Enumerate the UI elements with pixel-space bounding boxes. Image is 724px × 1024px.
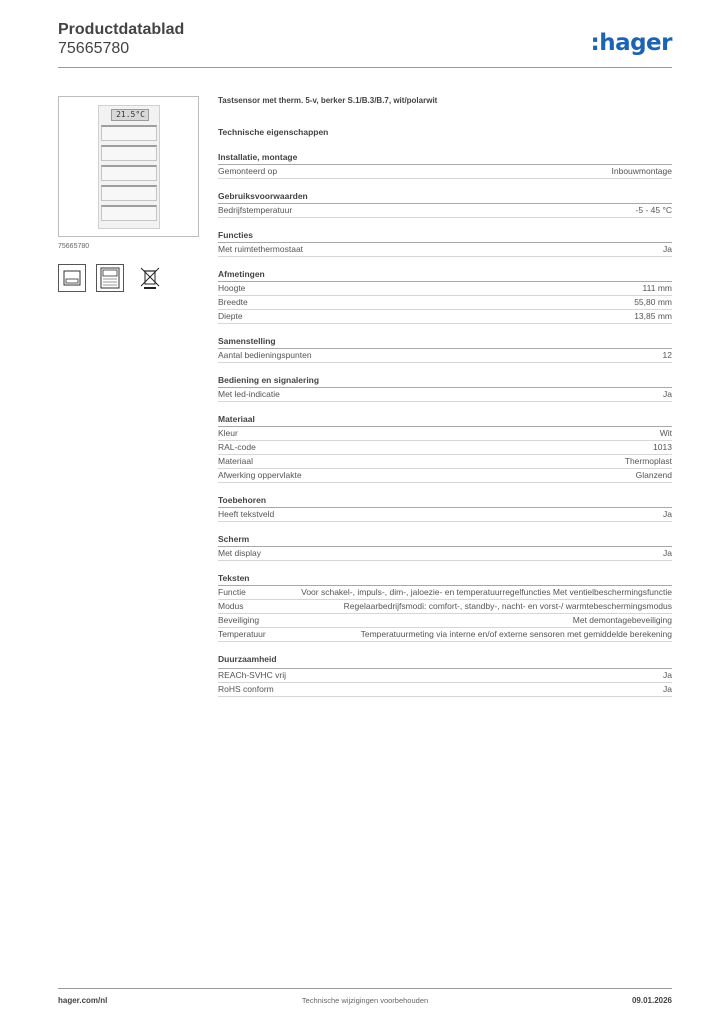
section-title: Scherm	[218, 534, 672, 547]
footer-divider	[58, 988, 672, 989]
spec-section	[218, 414, 672, 483]
display-product-icon	[58, 264, 86, 292]
spec-row	[218, 547, 672, 561]
section-title: Duurzaamheid	[218, 654, 672, 669]
footer-date: 09.01.2026	[631, 996, 672, 1005]
spec-section	[218, 191, 672, 218]
section-title: Bediening en signalering	[218, 375, 672, 388]
spec-sections	[218, 152, 672, 697]
device-rocker	[101, 185, 157, 201]
specifications-panel	[218, 95, 672, 709]
spec-label: Modus	[218, 601, 244, 611]
spec-value: Glanzend	[635, 470, 672, 480]
spec-label: Aantal bedieningspunten	[218, 350, 312, 360]
device-rocker	[101, 145, 157, 161]
spec-row	[218, 508, 672, 522]
spec-label: Met display	[218, 548, 261, 558]
device-lcd: 21.5°C	[111, 109, 149, 121]
spec-row	[218, 427, 672, 441]
spec-section	[218, 573, 672, 642]
spec-label: Met led-indicatie	[218, 389, 280, 399]
thermostat-product-icon	[96, 264, 124, 292]
device-illustration	[98, 105, 160, 229]
spec-value: Temperatuurmeting via interne en/of externe sensoren met gemiddelde berekening	[360, 629, 672, 639]
spec-value: Thermoplast	[624, 456, 672, 466]
spec-value: Ja	[663, 244, 672, 254]
spec-value: Ja	[663, 389, 672, 399]
spec-section	[218, 269, 672, 324]
spec-row	[218, 296, 672, 310]
spec-row	[218, 469, 672, 483]
spec-row	[218, 243, 672, 257]
spec-label: RAL-code	[218, 442, 256, 452]
spec-row	[218, 683, 672, 697]
section-title: Afmetingen	[218, 269, 672, 282]
spec-row	[218, 628, 672, 642]
spec-row	[218, 204, 672, 218]
spec-section	[218, 375, 672, 402]
spec-label: REACh-SVHC vrij	[218, 670, 287, 680]
spec-value: 13,85 mm	[634, 311, 672, 321]
section-title: Installatie, montage	[218, 152, 672, 165]
spec-row	[218, 455, 672, 469]
spec-row	[218, 310, 672, 324]
spec-label: Functie	[218, 587, 246, 597]
device-rocker	[101, 165, 157, 181]
weee-crossed-bin-icon	[136, 264, 164, 292]
spec-row	[218, 388, 672, 402]
spec-row	[218, 349, 672, 363]
spec-label: Temperatuur	[218, 629, 266, 639]
product-number: 75665780	[58, 40, 130, 57]
spec-label: Afwerking oppervlakte	[218, 470, 302, 480]
spec-label: Materiaal	[218, 456, 253, 466]
spec-section	[218, 230, 672, 257]
section-title: Toebehoren	[218, 495, 672, 508]
spec-value: Ja	[663, 548, 672, 558]
spec-label: Gemonteerd op	[218, 166, 278, 176]
spec-value: Inbouwmontage	[611, 166, 672, 176]
spec-row	[218, 600, 672, 614]
spec-label: Diepte	[218, 311, 243, 321]
section-title: Samenstelling	[218, 336, 672, 349]
spec-label: Met ruimtethermostaat	[218, 244, 304, 254]
spec-row	[218, 669, 672, 683]
spec-value: Ja	[663, 684, 672, 694]
image-caption: 75665780	[58, 243, 90, 250]
spec-row	[218, 165, 672, 179]
section-title: Materiaal	[218, 414, 672, 427]
spec-value: Voor schakel-, impuls-, dim-, jaloezie- en temperatuurregelfuncties Met ventielbeschermingsfunctie	[301, 587, 672, 597]
spec-label: Heeft tekstveld	[218, 509, 275, 519]
document-title: Productdatablad	[58, 21, 185, 38]
spec-label: Kleur	[218, 428, 238, 438]
spec-value: 1013	[653, 442, 672, 452]
section-title: Functies	[218, 230, 672, 243]
spec-row	[218, 282, 672, 296]
spec-section	[218, 534, 672, 561]
section-title: Gebruiksvoorwaarden	[218, 191, 672, 204]
device-rocker	[101, 125, 157, 141]
spec-value: Ja	[663, 670, 672, 680]
device-rocker	[101, 205, 157, 221]
spec-value: -5 - 45 °C	[635, 205, 672, 215]
spec-value: 55,80 mm	[634, 297, 672, 307]
product-image	[58, 96, 199, 237]
spec-row	[218, 586, 672, 600]
spec-value: 12	[662, 350, 672, 360]
spec-label: RoHS conform	[218, 684, 274, 694]
spec-label: Bedrijfstemperatuur	[218, 205, 293, 215]
spec-value: Wit	[659, 428, 672, 438]
spec-value: Met demontagebeveiliging	[572, 615, 672, 625]
spec-value: Regelaarbedrijfsmodi: comfort-, standby-, nacht- en vorst-/ warmtebeschermingsmodus	[343, 601, 672, 611]
header-divider	[58, 67, 672, 68]
section-title: Teksten	[218, 573, 672, 586]
footer-disclaimer: Technische wijzigingen voorbehouden	[301, 996, 429, 1005]
product-description: Tastsensor met therm. 5-v, berker S.1/B.3/B.7, wit/polarwit	[218, 96, 438, 105]
document-header	[58, 20, 184, 58]
spec-section	[218, 336, 672, 363]
spec-section	[218, 654, 672, 697]
spec-label: Breedte	[218, 297, 248, 307]
spec-row	[218, 441, 672, 455]
spec-label: Hoogte	[218, 283, 246, 293]
spec-section	[218, 152, 672, 179]
spec-row	[218, 614, 672, 628]
hager-logo: :hager	[590, 30, 672, 56]
spec-value: Ja	[663, 509, 672, 519]
technical-properties-heading: Technische eigenschappen	[218, 127, 329, 137]
spec-value: 111 mm	[642, 283, 672, 293]
footer-website[interactable]: hager.com/nl	[58, 996, 108, 1005]
spec-section	[218, 495, 672, 522]
spec-label: Beveiliging	[218, 615, 260, 625]
